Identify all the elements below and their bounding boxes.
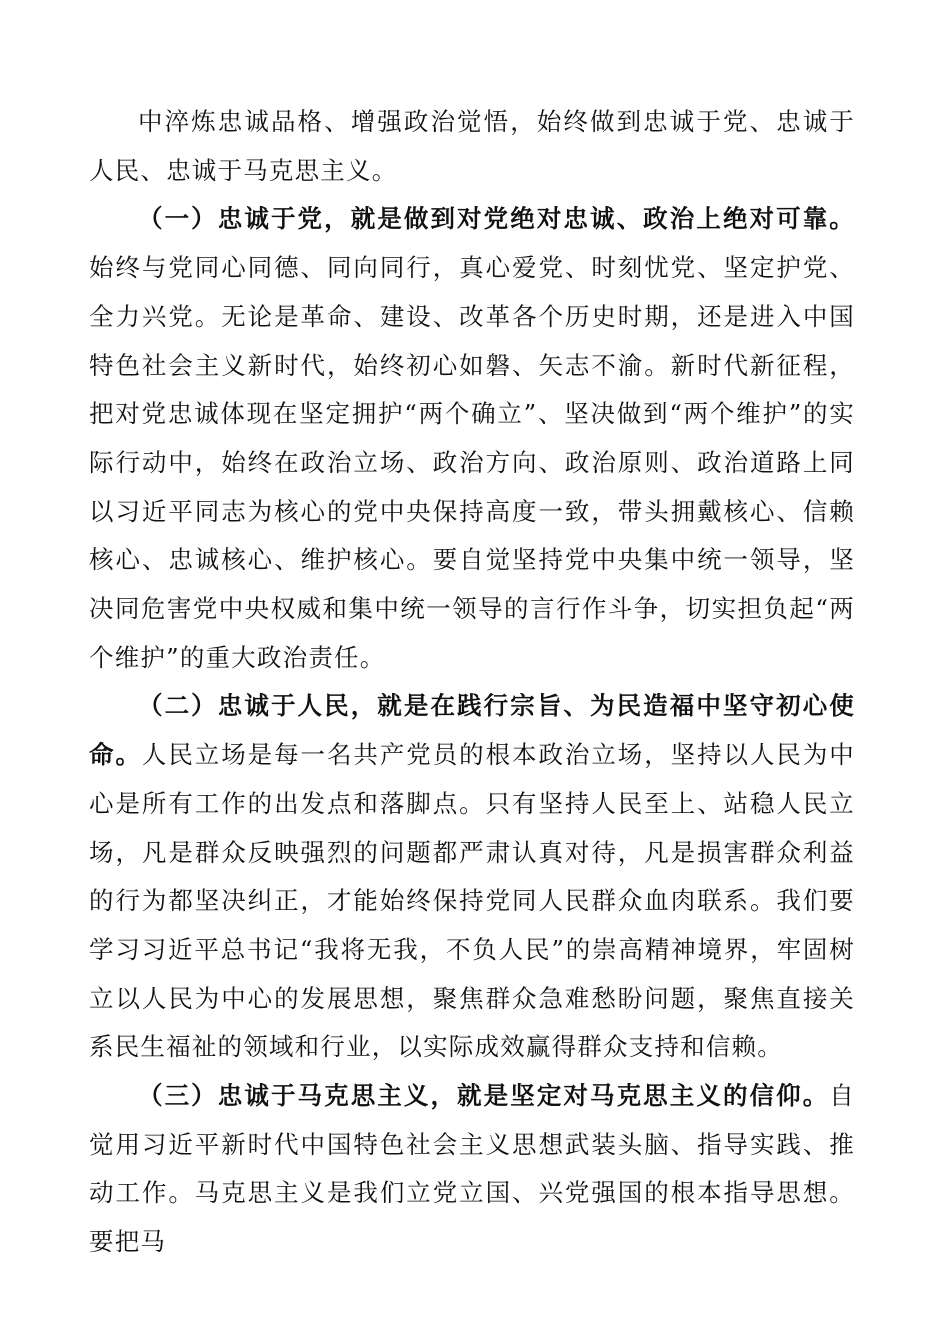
- paragraph-loyalty-marxism: [89, 1072, 855, 1267]
- paragraph-text: 自觉用习近平新时代中国特色社会主义思想武装头脑、指导实践、推动工作。马克思主义是我们立党立国、兴党强国的根本指导思想。要把马: [89, 1081, 855, 1257]
- document-page: [89, 98, 855, 1267]
- paragraph-heading: （二）忠诚于人民，就是在践行宗旨、为民造福中坚守初心使命。: [89, 691, 855, 770]
- paragraph-heading: （一）忠诚于党，就是做到对党绝对忠诚、政治上绝对可靠。: [138, 204, 855, 234]
- paragraph-heading: （三）忠诚于马克思主义，就是坚定对马克思主义的信仰。: [138, 1081, 830, 1111]
- paragraph-text: 始终与党同心同德、同向同行，真心爱党、时刻忧党、坚定护党、全力兴党。无论是革命、建设、改革各个历史时期，还是进入中国特色社会主义新时代，始终初心如磐、矢志不渝。新时代新征程，把对党忠诚体现在坚定拥护“两个确立”、坚决做到“两个维护”的实际行动中，始终在政治立场、政治方向、政治原则、政治道路上同以习近平同志为核心的党中央保持高度一致，带头拥戴核心、信赖核心、忠诚核心、维护核心。要自觉坚持党中央集中统一领导，坚决同危害党中央权威和集中统一领导的言行作斗争，切实担负起“两个维护”的重大政治责任。: [89, 253, 855, 672]
- paragraph-loyalty-people: [89, 682, 855, 1072]
- paragraph-intro: [89, 98, 855, 195]
- paragraph-text: 中淬炼忠诚品格、增强政治觉悟，始终做到忠诚于党、忠诚于人民、忠诚于马克思主义。: [89, 107, 855, 185]
- paragraph-text: 人民立场是每一名共产党员的根本政治立场，坚持以人民为中心是所有工作的出发点和落脚点。只有坚持人民至上、站稳人民立场，凡是群众反映强烈的问题都严肃认真对待，凡是损害群众利益的行为都坚决纠正，才能始终保持党同人民群众血肉联系。我们要学习习近平总书记“我将无我，不负人民”的崇高精神境界，牢固树立以人民为中心的发展思想，聚焦群众急难愁盼问题，聚焦直接关系民生福祉的领域和行业，以实际成效赢得群众支持和信赖。: [89, 740, 855, 1062]
- paragraph-loyalty-party: [89, 195, 855, 682]
